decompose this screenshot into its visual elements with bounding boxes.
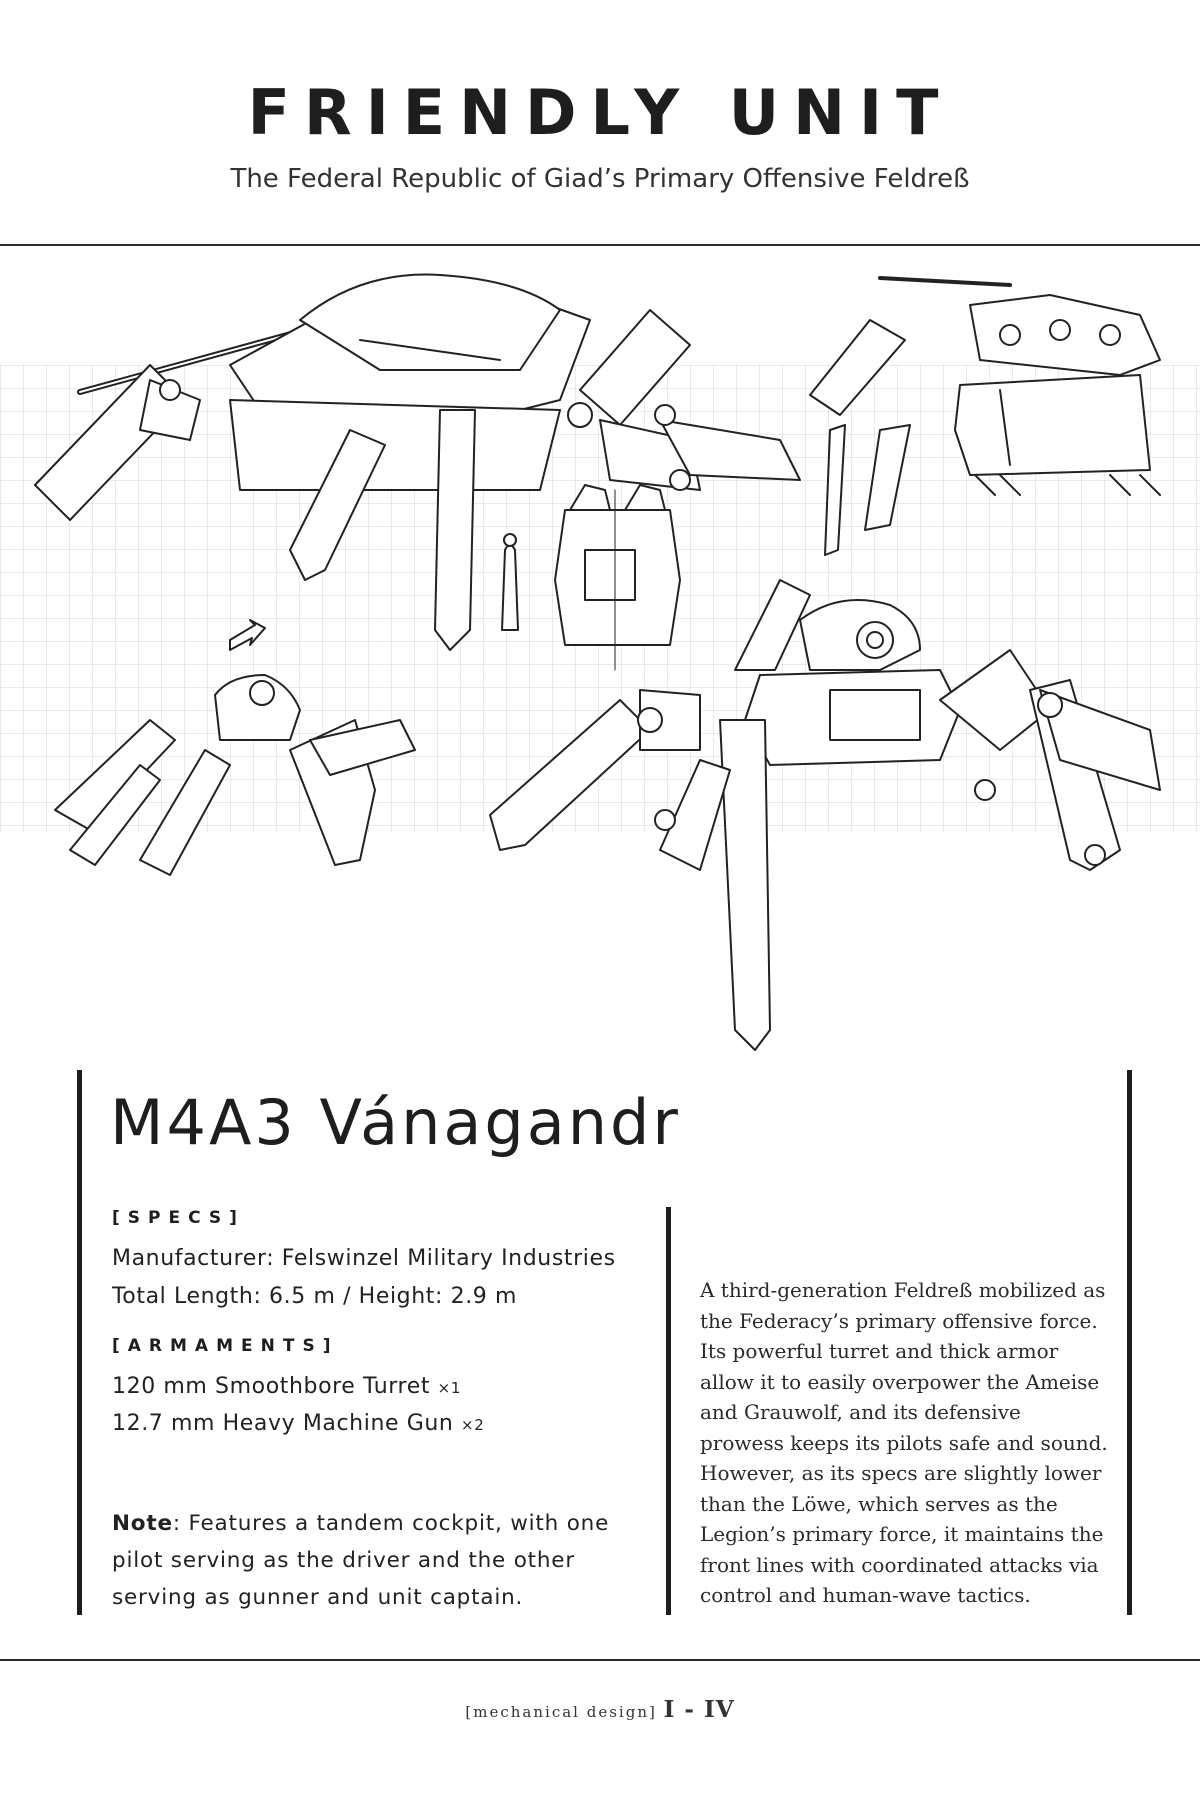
left-frame-bar — [77, 1070, 82, 1615]
note-text: : Features a tandem cockpit, with one pilot serving as the driver and the other serving as gunner and unit captain. — [112, 1511, 610, 1610]
page-subtitle: The Federal Republic of Giad’s Primary Offensive Feldreß — [230, 164, 970, 194]
armament-count: ×1 — [437, 1379, 461, 1397]
armament-item — [112, 1374, 461, 1399]
description-paragraph: A third-generation Feldreß mobilized as the Federacy’s primary offensive force. Its powerful turret and thick armor allow it to easily overpower the Ameise and Grauwolf, and its defensive prowess keeps its pilots safe and sound. However, as its specs are slightly lower than the Löwe, which serves as the Legion’s primary force, it maintains the front lines with coordinated attacks via control and human-wave tactics. — [700, 1278, 1108, 1607]
bottom-divider — [0, 1659, 1200, 1661]
armament-name: 120 mm Smoothbore Turret — [112, 1374, 431, 1399]
column-divider-bar — [666, 1207, 671, 1615]
mech-sketch-illustration — [0, 250, 1200, 1070]
right-frame-bar — [1127, 1070, 1132, 1615]
unit-name: M4A3 Vánagandr — [110, 1086, 681, 1159]
note-paragraph — [112, 1505, 642, 1616]
footer-section-label: [mechanical design] — [465, 1703, 657, 1721]
page-footer — [0, 1696, 1200, 1723]
armament-item — [112, 1411, 484, 1436]
page-number: I - IV — [663, 1696, 735, 1723]
armament-count: ×2 — [461, 1416, 485, 1434]
armament-name: 12.7 mm Heavy Machine Gun — [112, 1411, 454, 1436]
top-divider — [0, 244, 1200, 246]
specs-heading: [SPECS] — [112, 1208, 245, 1228]
note-label: Note — [112, 1511, 173, 1536]
armaments-heading: [ARMAMENTS] — [112, 1336, 339, 1356]
manufacturer-line: Manufacturer: Felswinzel Military Industries — [112, 1246, 616, 1271]
page-title: FRIENDLY UNIT — [247, 76, 953, 149]
dimensions-line: Total Length: 6.5 m / Height: 2.9 m — [112, 1284, 518, 1309]
